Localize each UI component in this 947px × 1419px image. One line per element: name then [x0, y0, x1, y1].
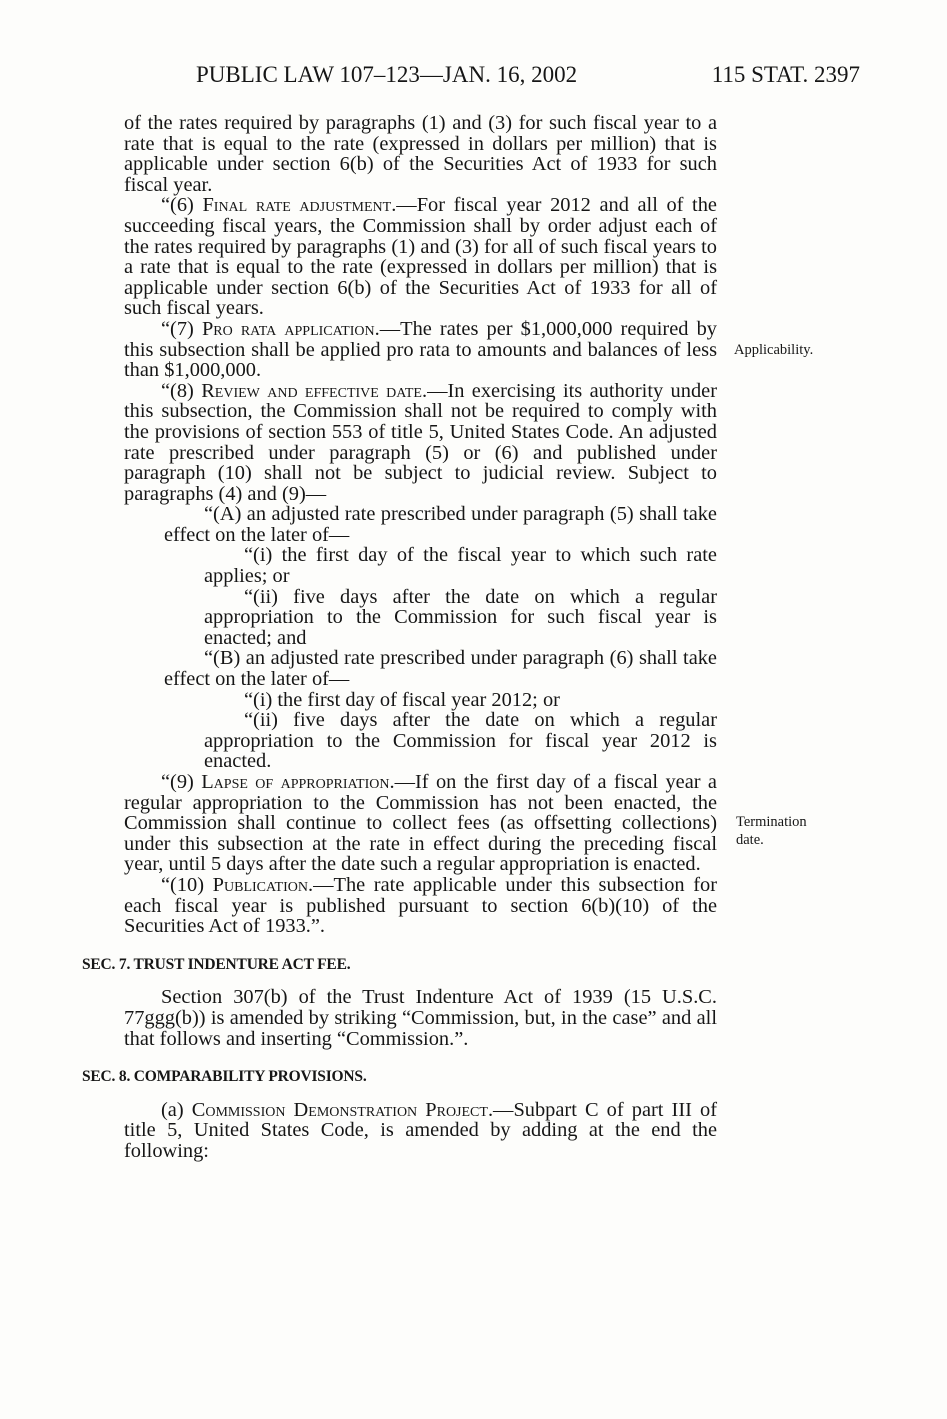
section-8-heading: SEC. 8. COMPARABILITY PROVISIONS. [82, 1068, 367, 1086]
section-7-heading: SEC. 7. TRUST INDENTURE ACT FEE. [82, 955, 351, 973]
paragraph-10: “(10) Publication.—The rate applicable under this subsection for each fiscal year is published pursuant to section 6(b)(10) of the Securities Act of 1933.”. [124, 873, 718, 938]
paragraph-heading: Review and effective date. [201, 379, 428, 402]
margin-note-termination-date: Termination date. [736, 814, 807, 848]
clause-a-i: “(i) the first day of the fiscal year to which such rate applies; or [204, 544, 717, 588]
clause-a-ii: “(ii) five days after the date on which a regular appropriation to the Commission for such fiscal year is enacted; and [204, 585, 717, 649]
subparagraph-b: “(B) an adjusted rate prescribed under paragraph (6) shall take effect on the later of— [164, 647, 717, 691]
paragraph-7: “(7) Pro rata application.—The rates per $1,000,000 required by this subsection shall be applied pro rata to amounts and balances of less than $1,000,000. [124, 317, 717, 382]
paragraph-heading: Lapse of appropriation. [201, 771, 395, 793]
section-8-subsection-a: (a) Commission Demonstration Project.—Subpart C of part III of title 5, United States Code, is amended by adding at the end the following: [124, 1098, 717, 1162]
paragraph-8: “(8) Review and effective date.—In exercising its authority under this subsection, the Commission shall not be required to comply with the provisions of section 553 of title 5, United States Code. An adjusted rate prescribed under paragraph (5) or (6) and published under paragraph (10) shall not be subject to judicial review. Subject to paragraphs (4) and (9)— [124, 379, 717, 505]
margin-note-applicability: Applicability. [734, 342, 814, 358]
statute-body [82, 112, 718, 1162]
subparagraph-a: “(A) an adjusted rate prescribed under paragraph (5) shall take effect on the later of— [164, 503, 717, 546]
paragraph-continuation: of the rates required by paragraphs (1) and (3) for such fiscal year to a rate that is equal to the rate (expressed in dollars per million) that is applicable under section 6(b) of the Securities Act of 1933 for such fiscal year. [124, 112, 717, 196]
paragraph-heading: Commission Demonstration Project. [191, 1098, 494, 1121]
statute-page-number: 115 STAT. 2397 [711, 62, 860, 87]
paragraph-6: “(6) Final rate adjustment.—For fiscal year 2012 and all of the succeeding fiscal years, the Commission shall by order adjust each of the rates required by paragraphs (1) and (3) for all of such fiscal years to a rate that is equal to the rate (expressed in dollars per million) that is applicable under section 6(b) of the Securities Act of 1933 for all of such fiscal years. [124, 194, 717, 320]
paragraph-heading: Publication. [212, 873, 314, 896]
section-7-text: Section 307(b) of the Trust Indenture Act of 1939 (15 U.S.C. 77ggg(b)) is amended by striking “Commission, but, in the case” and all that follows and inserting “Commission.”. [124, 986, 717, 1050]
paragraph-heading: Pro rata application. [201, 317, 380, 340]
paragraph-heading: Final rate adjustment. [202, 194, 397, 217]
clause-b-i: “(i) the first day of fiscal year 2012; or [244, 688, 560, 711]
public-law-citation: PUBLIC LAW 107–123—JAN. 16, 2002 [196, 62, 578, 87]
paragraph-9: “(9) Lapse of appropriation.—If on the first day of a fiscal year a regular appropriation to the Commission has not been enacted, the Commission shall continue to collect fees (as offsetting collections) under this subsection at the rate in effect during the preceding fiscal year, until 5 days after the date such a regular appropriation is enacted. [124, 771, 717, 876]
clause-b-ii: “(ii) five days after the date on which a regular appropriation to the Commission for fiscal year 2012 is enacted. [204, 709, 717, 773]
